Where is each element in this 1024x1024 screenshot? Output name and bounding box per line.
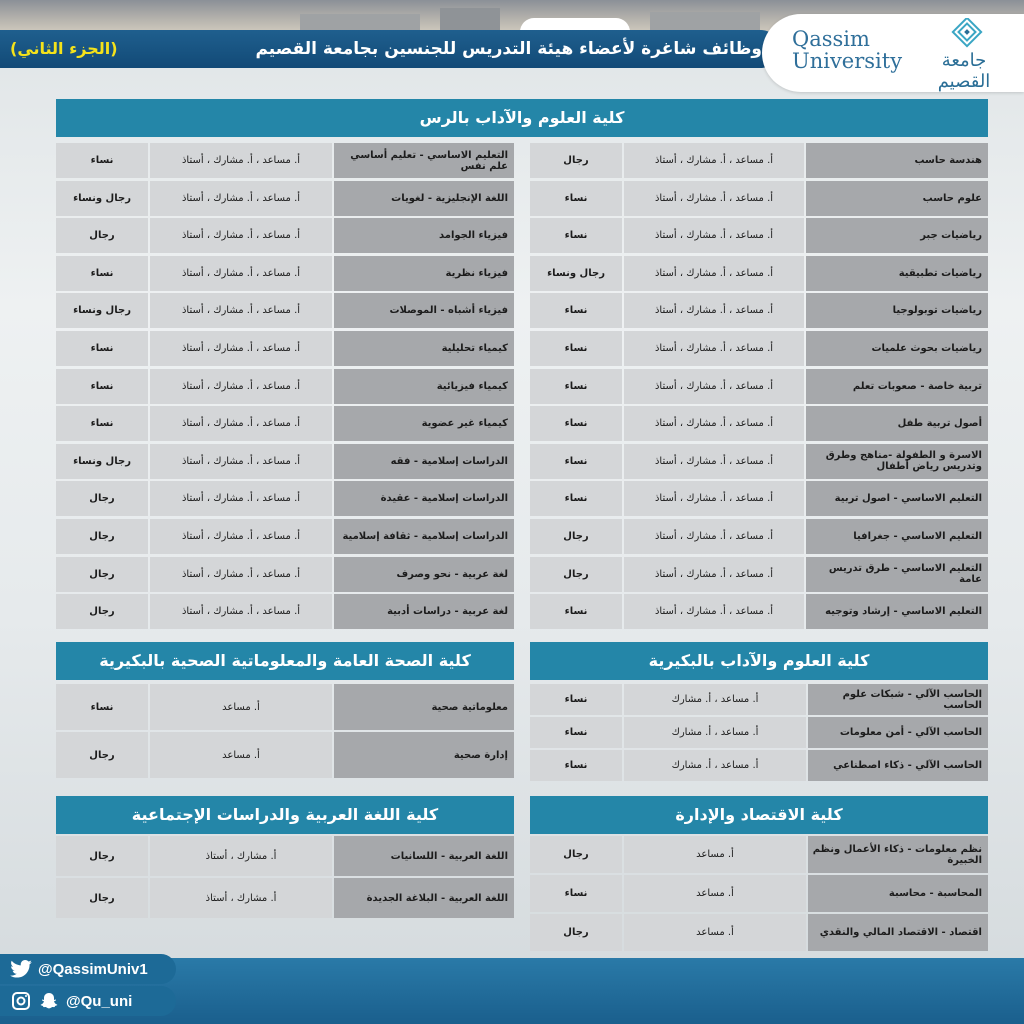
- snap-insta-text: @Qu_uni: [66, 992, 133, 1010]
- rank-cell: أ. مساعد ، أ. مشارك: [624, 684, 806, 715]
- table-row: [56, 331, 514, 366]
- gender-cell: نساء: [530, 293, 622, 328]
- rank-cell: أ. مساعد ، أ. مشارك ، أستاذ: [624, 557, 804, 592]
- gender-cell: نساء: [530, 481, 622, 516]
- table-row: [530, 331, 988, 366]
- department-cell: الحاسب الآلي - أمن معلومات: [808, 717, 988, 748]
- table-row: [530, 875, 988, 912]
- department-cell: رياضيات بحوث علميات: [806, 331, 988, 366]
- rank-cell: أ. مساعد ، أ. مشارك: [624, 717, 806, 748]
- section-bukayriyah-sciences: [530, 642, 988, 782]
- section-title: كلية العلوم والآداب بالرس: [56, 99, 988, 137]
- section-arabic: [56, 796, 514, 922]
- table-row: [530, 369, 988, 404]
- gender-cell: نساء: [56, 143, 148, 178]
- gender-cell: رجال: [56, 481, 148, 516]
- gender-cell: نساء: [530, 594, 622, 629]
- table-row: [530, 684, 988, 715]
- gender-cell: رجال: [56, 557, 148, 592]
- table-row: [530, 143, 988, 178]
- department-cell: معلوماتية صحية: [334, 684, 514, 730]
- department-cell: اقتصاد - الاقتصاد المالي والنقدي: [808, 914, 988, 951]
- rank-cell: أ. مشارك ، أستاذ: [150, 836, 332, 876]
- gender-cell: رجال: [56, 836, 148, 876]
- table-row: [56, 836, 514, 876]
- gender-cell: نساء: [56, 256, 148, 291]
- table-row: [530, 256, 988, 291]
- gender-cell: نساء: [530, 369, 622, 404]
- gender-cell: نساء: [530, 181, 622, 216]
- gender-cell: نساء: [530, 218, 622, 253]
- table-row: [530, 717, 988, 748]
- department-cell: تربية خاصة - صعوبات تعلم: [806, 369, 988, 404]
- gender-cell: رجال ونساء: [56, 444, 148, 479]
- table-row: [56, 181, 514, 216]
- department-cell: فيزياء أشباه - الموصلات: [334, 293, 514, 328]
- gender-cell: رجال ونساء: [530, 256, 622, 291]
- logo-english: Qassim University: [792, 27, 903, 73]
- gender-cell: نساء: [530, 331, 622, 366]
- table-row: [56, 218, 514, 253]
- rank-cell: أ. مساعد ، أ. مشارك ، أستاذ: [150, 256, 332, 291]
- section-economics: [530, 796, 988, 952]
- rank-cell: أ. مشارك ، أستاذ: [150, 878, 332, 918]
- table-row: [56, 594, 514, 629]
- table-row: [530, 519, 988, 554]
- gender-cell: نساء: [56, 369, 148, 404]
- table-row: [56, 293, 514, 328]
- rank-cell: أ. مساعد ، أ. مشارك: [624, 750, 806, 781]
- section-title: كلية اللغة العربية والدراسات الإجتماعية: [56, 796, 514, 834]
- rank-cell: أ. مساعد ، أ. مشارك ، أستاذ: [150, 481, 332, 516]
- gender-cell: رجال: [530, 143, 622, 178]
- department-cell: اللغة العربية - اللسانيات: [334, 836, 514, 876]
- rank-cell: أ. مساعد ، أ. مشارك ، أستاذ: [150, 143, 332, 178]
- gender-cell: رجال: [530, 557, 622, 592]
- department-cell: فيزياء الجوامد: [334, 218, 514, 253]
- table-row: [56, 369, 514, 404]
- department-cell: التعليم الاساسي - تعليم أساسي علم نفس: [334, 143, 514, 178]
- rank-cell: أ. مساعد ، أ. مشارك ، أستاذ: [150, 181, 332, 216]
- rank-cell: أ. مساعد ، أ. مشارك ، أستاذ: [624, 256, 804, 291]
- rank-cell: أ. مساعد ، أ. مشارك ، أستاذ: [150, 557, 332, 592]
- instagram-icon: [10, 990, 32, 1012]
- table-row: [56, 256, 514, 291]
- department-cell: التعليم الاساسي - طرق تدريس عامة: [806, 557, 988, 592]
- department-cell: اللغة العربية - البلاغة الجديدة: [334, 878, 514, 918]
- department-cell: كيمياء تحليلية: [334, 331, 514, 366]
- table-row: [530, 218, 988, 253]
- rank-cell: أ. مساعد ، أ. مشارك ، أستاذ: [624, 331, 804, 366]
- rank-cell: أ. مساعد ، أ. مشارك ، أستاذ: [624, 481, 804, 516]
- table-row: [530, 293, 988, 328]
- logo-mark-icon: [942, 18, 992, 54]
- table-row: [530, 557, 988, 592]
- rank-cell: أ. مساعد ، أ. مشارك ، أستاذ: [150, 406, 332, 441]
- rank-cell: أ. مساعد ، أ. مشارك ، أستاذ: [150, 218, 332, 253]
- department-cell: نظم معلومات - ذكاء الأعمال ونظم الخبيرة: [808, 836, 988, 873]
- rank-cell: أ. مساعد ، أ. مشارك ، أستاذ: [624, 143, 804, 178]
- gender-cell: رجال: [56, 519, 148, 554]
- table-row: [56, 444, 514, 479]
- gender-cell: نساء: [530, 717, 622, 748]
- gender-cell: رجال: [56, 594, 148, 629]
- department-cell: التعليم الاساسي - إرشاد وتوجيه: [806, 594, 988, 629]
- logo-arabic: جامعة القصيم: [937, 50, 991, 92]
- rank-cell: أ. مساعد ، أ. مشارك ، أستاذ: [624, 406, 804, 441]
- rank-cell: أ. مساعد ، أ. مشارك ، أستاذ: [624, 218, 804, 253]
- header-banner: [0, 30, 780, 68]
- table-row: [56, 557, 514, 592]
- gender-cell: نساء: [56, 684, 148, 730]
- rank-cell: أ. مساعد ، أ. مشارك ، أستاذ: [150, 594, 332, 629]
- department-cell: الاسرة و الطفولة -مناهج وطرق وتدريس رياض أطفال: [806, 444, 988, 479]
- department-cell: التعليم الاساسي - جغرافيا: [806, 519, 988, 554]
- rank-cell: أ. مساعد: [624, 836, 806, 873]
- twitter-handle[interactable]: [0, 954, 176, 984]
- department-cell: كيمياء فيزيائية: [334, 369, 514, 404]
- department-cell: لغة عربية - نحو وصرف: [334, 557, 514, 592]
- department-cell: رياضيات جبر: [806, 218, 988, 253]
- gender-cell: رجال ونساء: [56, 293, 148, 328]
- rank-cell: أ. مساعد ، أ. مشارك ، أستاذ: [150, 331, 332, 366]
- gender-cell: نساء: [530, 750, 622, 781]
- rank-cell: أ. مساعد ، أ. مشارك ، أستاذ: [624, 369, 804, 404]
- gender-cell: رجال: [530, 836, 622, 873]
- table-row: [56, 519, 514, 554]
- rank-cell: أ. مساعد ، أ. مشارك ، أستاذ: [624, 181, 804, 216]
- table-row: [56, 878, 514, 918]
- gender-cell: نساء: [530, 444, 622, 479]
- department-cell: إدارة صحية: [334, 732, 514, 778]
- table-row: [530, 406, 988, 441]
- department-cell: المحاسبة - محاسبة: [808, 875, 988, 912]
- section-title: كلية الصحة العامة والمعلوماتية الصحية بالبكيرية: [56, 642, 514, 680]
- department-cell: الدراسات إسلامية - عقيدة: [334, 481, 514, 516]
- table-row: [530, 444, 988, 479]
- gender-cell: نساء: [530, 875, 622, 912]
- rank-cell: أ. مساعد: [624, 875, 806, 912]
- table-row: [530, 914, 988, 951]
- table-row: [530, 750, 988, 781]
- rank-cell: أ. مساعد: [150, 732, 332, 778]
- rank-cell: أ. مساعد: [150, 684, 332, 730]
- rank-cell: أ. مساعد ، أ. مشارك ، أستاذ: [150, 519, 332, 554]
- twitter-text: @QassimUniv1: [38, 960, 148, 978]
- rank-cell: أ. مساعد ، أ. مشارك ، أستاذ: [150, 444, 332, 479]
- gender-cell: نساء: [530, 406, 622, 441]
- rank-cell: أ. مساعد ، أ. مشارك ، أستاذ: [624, 594, 804, 629]
- gender-cell: رجال: [530, 914, 622, 951]
- table-row: [530, 181, 988, 216]
- gender-cell: نساء: [530, 684, 622, 715]
- table-row: [530, 836, 988, 873]
- section-title: كلية العلوم والآداب بالبكيرية: [530, 642, 988, 680]
- department-cell: علوم حاسب: [806, 181, 988, 216]
- university-logo: [762, 14, 1024, 92]
- gender-cell: نساء: [56, 331, 148, 366]
- rank-cell: أ. مساعد ، أ. مشارك ، أستاذ: [150, 369, 332, 404]
- section-title: كلية الاقتصاد والإدارة: [530, 796, 988, 834]
- department-cell: الدراسات إسلامية - ثقافة إسلامية: [334, 519, 514, 554]
- department-cell: لغة عربية - دراسات أدبية: [334, 594, 514, 629]
- department-cell: الدراسات إسلامية - فقه: [334, 444, 514, 479]
- rank-cell: أ. مساعد ، أ. مشارك ، أستاذ: [150, 293, 332, 328]
- table-row: [530, 481, 988, 516]
- rank-cell: أ. مساعد: [624, 914, 806, 951]
- section-bukayriyah-health: [56, 642, 514, 782]
- department-cell: رياضيات تطبيقية: [806, 256, 988, 291]
- snapchat-icon: [38, 990, 60, 1012]
- gender-cell: رجال: [530, 519, 622, 554]
- table-row: [56, 143, 514, 178]
- rank-cell: أ. مساعد ، أ. مشارك ، أستاذ: [624, 444, 804, 479]
- social-handle[interactable]: [0, 986, 176, 1016]
- gender-cell: رجال: [56, 878, 148, 918]
- rank-cell: أ. مساعد ، أ. مشارك ، أستاذ: [624, 519, 804, 554]
- table-row: [56, 684, 514, 730]
- gender-cell: رجال ونساء: [56, 181, 148, 216]
- department-cell: أصول تربية طفل: [806, 406, 988, 441]
- table-row: [530, 594, 988, 629]
- table-row: [56, 481, 514, 516]
- department-cell: فيزياء نظرية: [334, 256, 514, 291]
- department-cell: اللغة الإنجليزية - لغويات: [334, 181, 514, 216]
- department-cell: كيمياء غير عضوية: [334, 406, 514, 441]
- part-label: (الجزء الثاني): [10, 39, 118, 58]
- department-cell: التعليم الاساسي - اصول تربية: [806, 481, 988, 516]
- table-row: [56, 732, 514, 778]
- gender-cell: نساء: [56, 406, 148, 441]
- department-cell: الحاسب الآلي - شبكات علوم الحاسب: [808, 684, 988, 715]
- department-cell: هندسة حاسب: [806, 143, 988, 178]
- section-ras: [56, 99, 988, 629]
- rank-cell: أ. مساعد ، أ. مشارك ، أستاذ: [624, 293, 804, 328]
- page-title: وظائف شاغرة لأعضاء هيئة التدريس للجنسين بجامعة القصيم: [255, 39, 762, 59]
- table-row: [56, 406, 514, 441]
- twitter-icon: [10, 958, 32, 980]
- department-cell: رياضيات توبولوجيا: [806, 293, 988, 328]
- gender-cell: رجال: [56, 732, 148, 778]
- department-cell: الحاسب الآلي - ذكاء اصطناعي: [808, 750, 988, 781]
- gender-cell: رجال: [56, 218, 148, 253]
